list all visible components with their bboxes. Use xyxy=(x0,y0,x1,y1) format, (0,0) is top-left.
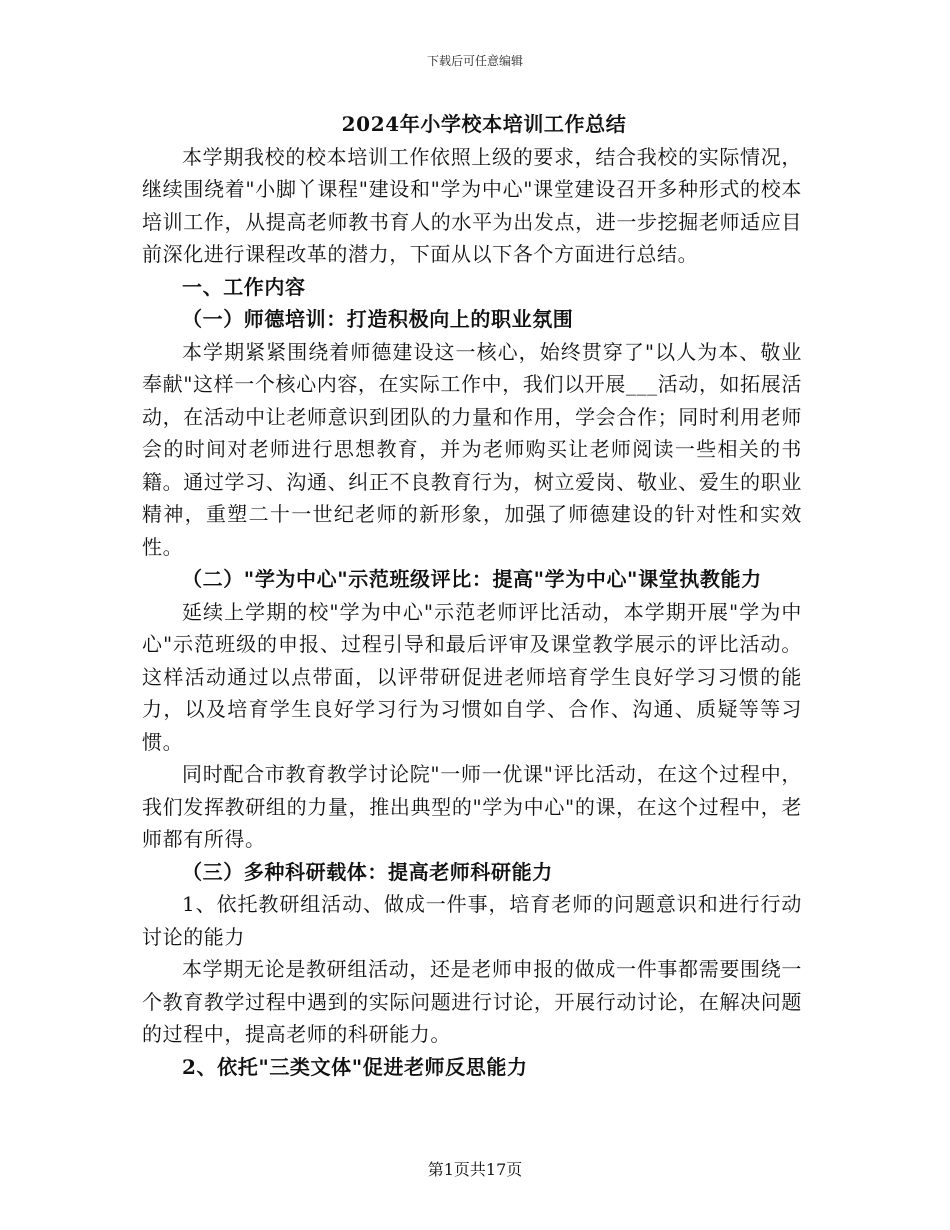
subsection-heading-research: （三）多种科研载体：提高老师科研能力 xyxy=(182,859,553,884)
research-item-1: 1、依托教研组活动、做成一件事，培育老师的问题意识和进行行动讨论的能力 xyxy=(142,892,802,949)
demo-class-paragraph: 延续上学期的校"学为中心"示范老师评比活动，本学期开展"学为中心"示范班级的申报、过程引导和最后评审及课堂教学展示的评比活动。这样活动通过以点带面，以评带研促进老师培育学生良好学习习惯的能力，以及培育学生良好学习行为习惯如自学、合作、沟通、质疑等等习惯。 xyxy=(142,599,802,754)
subsection-heading-ethics-training: （一）师德培训：打造积极向上的职业氛围 xyxy=(182,307,574,331)
subsection-heading-demo-class: （二）"学为中心"示范班级评比：提高"学为中心"课堂执教能力 xyxy=(182,567,762,591)
document-title: 2024年小学校本培训工作总结 xyxy=(341,112,627,136)
intro-paragraph: 本学期我校的校本培训工作依照上级的要求，结合我校的实际情况，继续围绕着"小脚丫课程"建设和"学为中心"课堂建设召开多种形式的校本培训工作，从提高老师教书育人的水平为出发点，进一步挖掘老师适应目前深化进行课程改革的潜力，下面从以下各个方面进行总结。 xyxy=(142,144,802,266)
page-number-footer: 第1页共17页 xyxy=(427,1160,523,1179)
excellent-lesson-paragraph: 同时配合市教育教学讨论院"一师一优课"评比活动，在这个过程中，我们发挥教研组的力量，推出典型的"学为中心"的课，在这个过程中，老师都有所得。 xyxy=(142,762,802,851)
research-item-2-heading: 2、依托"三类文体"促进老师反思能力 xyxy=(182,1054,528,1079)
research-item-1-paragraph: 本学期无论是教研组活动，还是老师申报的做成一件事都需要围绕一个教育教学过程中遇到的实际问题进行讨论，开展行动讨论，在解决问题的过程中，提高老师的科研能力。 xyxy=(142,957,802,1046)
ethics-training-paragraph: 本学期紧紧围绕着师德建设这一核心，始终贯穿了"以人为本、敬业奉献"这样一个核心内容，在实际工作中，我们以开展___活动，如拓展活动，在活动中让老师意识到团队的力量和作用，学会合作；同时利用老师会的时间对老师进行思想教育，并为老师购买让老师阅读一些相关的书籍。通过学习、沟通、纠正不良教育行为，树立爱岗、敬业、爱生的职业精神，重塑二十一世纪老师的新形象，加强了师德建设的针对性和实效性。 xyxy=(142,339,802,559)
section-heading-work-content: 一、工作内容 xyxy=(182,274,306,299)
header-note: 下载后可任意编辑 xyxy=(426,54,523,68)
document-body xyxy=(142,108,802,1083)
